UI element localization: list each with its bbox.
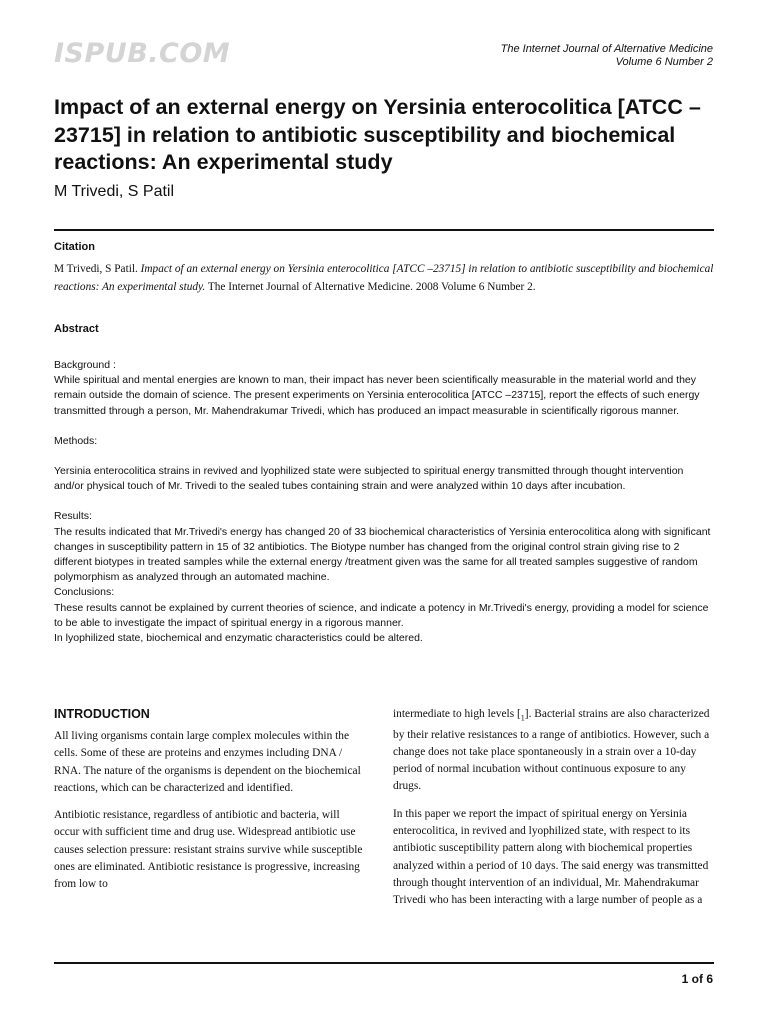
citation-suffix: The Internet Journal of Alternative Medicine. 2008 Volume 6 Number 2. bbox=[205, 281, 536, 293]
journal-info bbox=[501, 43, 713, 69]
intro-paragraph-2: Antibiotic resistance, regardless of antibiotic and bacteria, will occur with sufficient time and drug use. Widespread antibiotic use causes selection pressure: resistant strains survive while susceptible ones are eliminated. Antibiotic resistance is progressive, increasing from low to bbox=[54, 809, 363, 891]
article-title: Impact of an external energy on Yersinia enterocolitica [ATCC –23715] in relation to antibiotic susceptibility and biochemical reactions: An experimental study bbox=[54, 95, 701, 174]
citation-article-title: Impact of an external energy on Yersinia enterocolitica [ATCC –23715] in relation to antibiotic susceptibility and biochemical reactions: An experimental study. bbox=[54, 263, 714, 293]
abstract-conclusions-2: In lyophilized state, biochemical and enzymatic characteristics could be altered. bbox=[54, 632, 423, 645]
header-divider bbox=[54, 229, 714, 231]
abstract-results: The results indicated that Mr.Trivedi's energy has changed 20 of 33 biochemical characteristics of Yersinia enterocolitica along with significant changes in susceptibility pattern in 15 of 32 antibiotics. The Biotype number has changed from the original control strain giving rise to 2 different biotypes in treated samples while the external energy /treatment given was the same for all treated samples suggestive of random polymorphism as analyzed through an automated machine. bbox=[54, 525, 711, 584]
column-left bbox=[54, 706, 366, 904]
abstract-results-label: Results: bbox=[54, 510, 92, 523]
article-authors: M Trivedi, S Patil bbox=[54, 183, 175, 200]
intro-paragraph-1: All living organisms contain large complex molecules within the cells. Some of these are proteins and enzymes including DNA / RNA. The nature of the organisms is dependent on the biochemical reactions, which can be characterized and identified. bbox=[54, 730, 361, 794]
citation-text bbox=[54, 260, 716, 296]
citation-heading: Citation bbox=[54, 241, 95, 253]
abstract-methods-label: Methods: bbox=[54, 434, 98, 447]
reference-link[interactable]: 1 bbox=[520, 713, 525, 723]
intro-p3-start: intermediate to high levels [ bbox=[393, 708, 521, 720]
citation-prefix: M Trivedi, S Patil. bbox=[54, 263, 141, 275]
abstract-background: While spiritual and mental energies are known to man, their impact has never been scientifically measurable in the material world and they remain outside the domain of science. The present experiments on Yersinia enterocolitica [ATCC –23715], report the effects of such energy transmitted through a person, Mr. Mahendrakumar Trivedi, which has produced an impact measurable in scientifically rigorous manner. bbox=[54, 374, 700, 417]
intro-p3-end: ]. Bacterial strains are also characterized by their relative resistances to a range of antibiotics. However, such a change does not take place spontaneously in a strain over a 10-day period of normal incubation without continuous exposure to any drugs. bbox=[393, 708, 710, 793]
abstract-heading: Abstract bbox=[54, 323, 99, 335]
abstract-body bbox=[54, 358, 716, 646]
column-right bbox=[393, 706, 715, 920]
intro-paragraph-3 bbox=[393, 706, 715, 796]
abstract-conclusions: These results cannot be explained by current theories of science, and indicate a potency in Mr.Trivedi's energy, providing a model for science to be able to investigate the impact of spiritual energy in a rigorous manner. bbox=[54, 601, 709, 629]
journal-name: The Internet Journal of Alternative Medicine bbox=[500, 43, 713, 55]
abstract-methods: Yersinia enterocolitica strains in revived and lyophilized state were subjected to spiritual energy transmitted through thought intervention and/or physical touch of Mr. Trivedi to the sealed tubes containing strain and were analyzed within 10 days after incubation. bbox=[54, 465, 684, 493]
page-number: 1 of 6 bbox=[681, 972, 713, 986]
footer-divider bbox=[54, 962, 714, 964]
introduction-heading: INTRODUCTION bbox=[54, 707, 150, 721]
intro-paragraph-4: In this paper we report the impact of spiritual energy on Yersinia enterocolitica, in revived and lyophilized state, with respect to its antibiotic susceptibility pattern along with biochemical properties analyzed within a period of 10 days. The said energy was transmitted through thought intervention of an individual, Mr. Mahendrakumar Trivedi who has been interacting with a large number of people as a bbox=[393, 807, 709, 907]
journal-volume: Volume 6 Number 2 bbox=[615, 56, 713, 68]
abstract-background-label: Background : bbox=[54, 359, 116, 371]
abstract-conclusions-label: Conclusions: bbox=[54, 586, 115, 599]
site-logo: ISPUB.COM bbox=[54, 38, 231, 69]
